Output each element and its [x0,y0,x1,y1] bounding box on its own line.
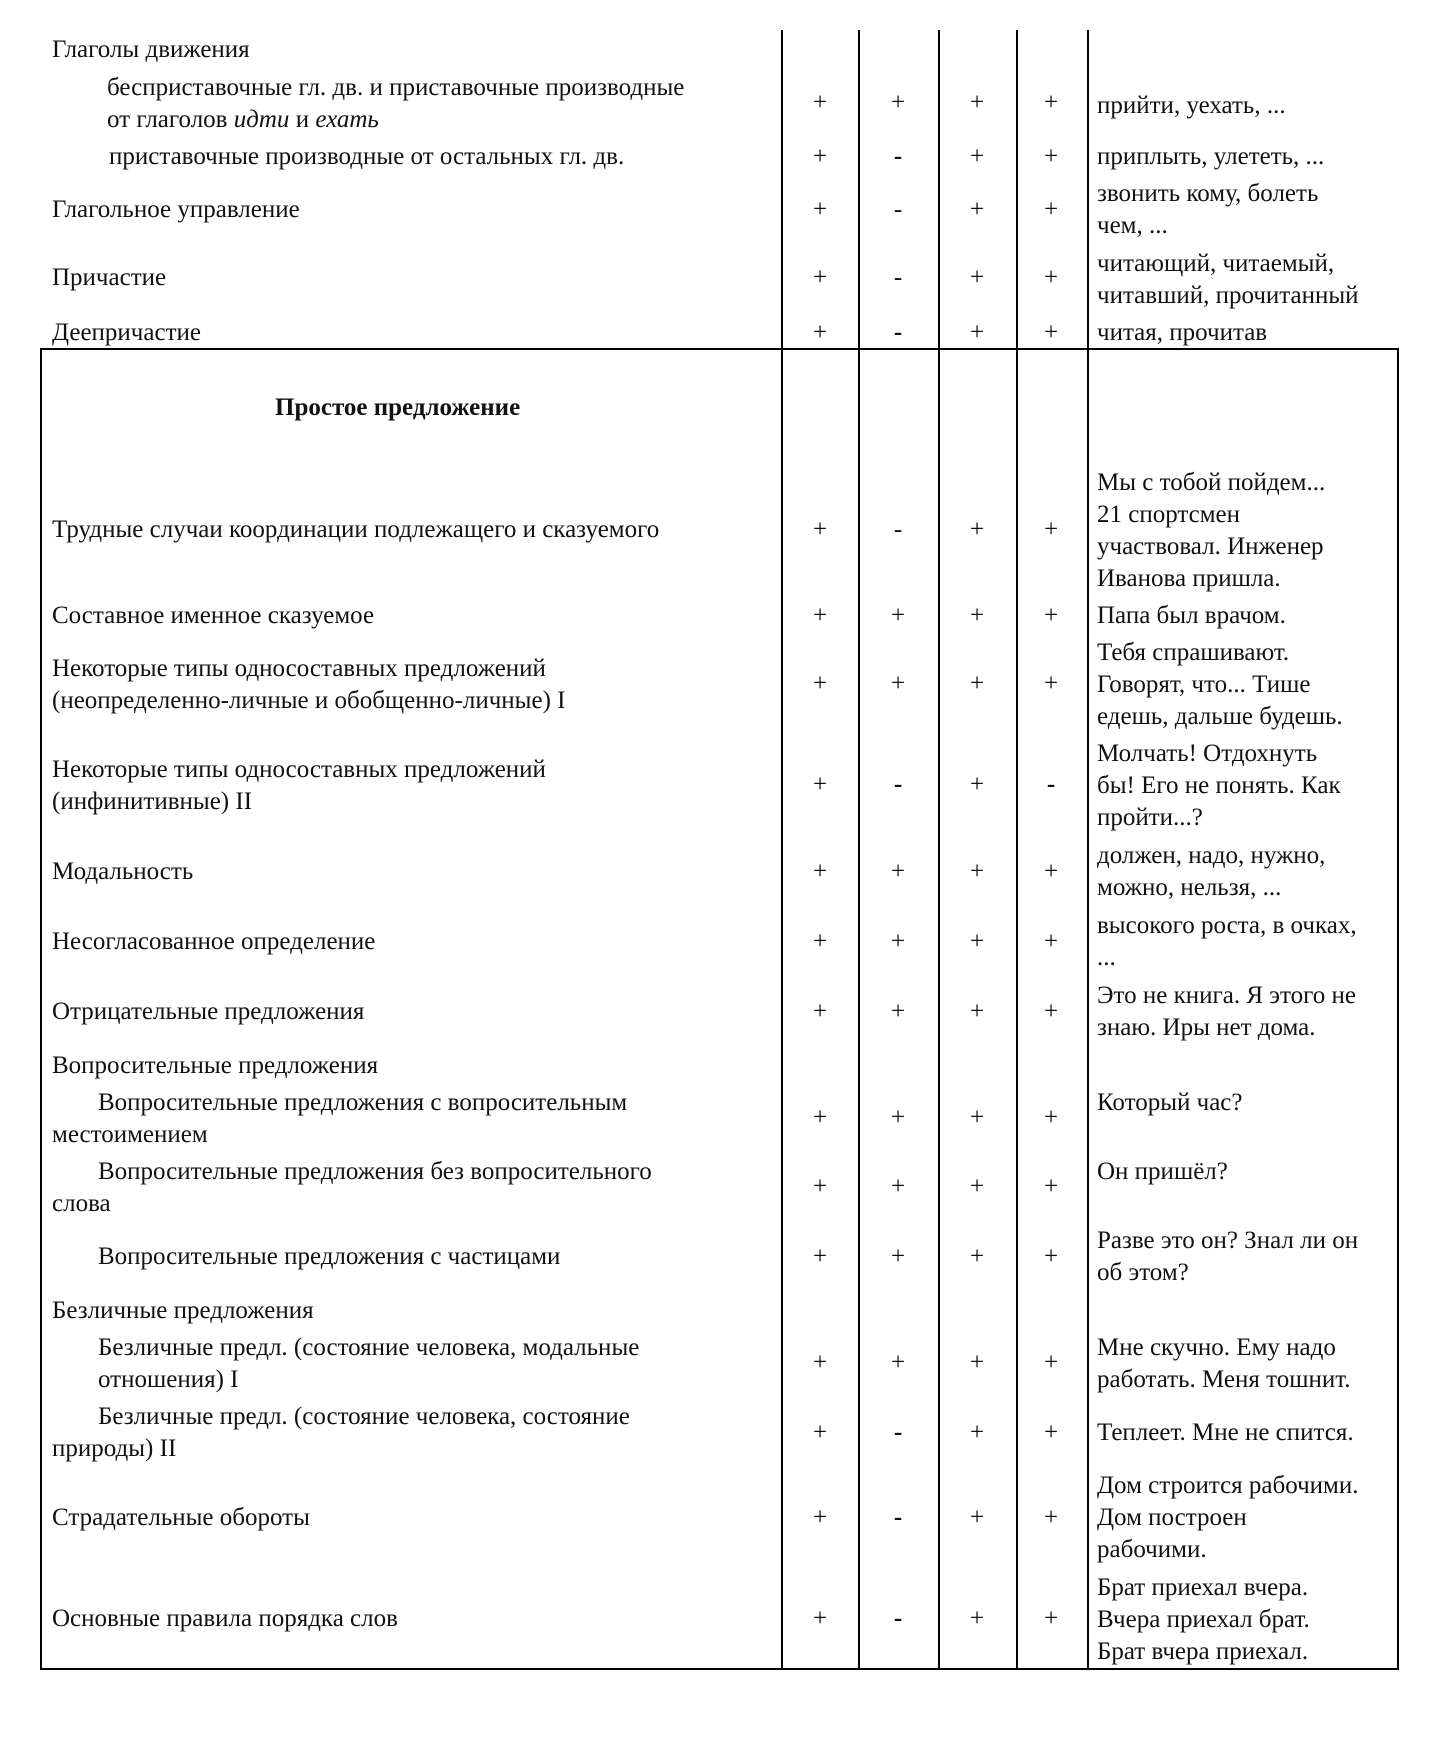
row-label: Вопросительные предложения с вопросительным [98,1089,628,1116]
mark-col-3: + [969,771,985,798]
example-text: знаю. Иры нет дома. [1097,1014,1316,1041]
mark-col-4: + [1043,516,1059,543]
mark-col-4: + [1043,196,1059,223]
mark-col-2: + [890,670,906,697]
example-text: Тебя спрашивают. [1097,639,1290,666]
mark-col-1: + [812,1104,828,1131]
example-text: Мне скучно. Ему надо [1097,1334,1336,1361]
column-divider-1 [781,30,783,1670]
mark-col-1: + [812,928,828,955]
mark-col-4: + [1043,1349,1059,1376]
mark-col-1: + [812,143,828,170]
example-text: читавший, прочитанный [1097,282,1359,309]
example-text: Брат вчера приехал. [1097,1638,1309,1665]
mark-col-1: + [812,89,828,116]
example-text: рабочими. [1097,1536,1207,1563]
table-border-bottom [40,1668,1399,1670]
mark-col-4: + [1043,602,1059,629]
mark-col-1: + [812,858,828,885]
row-label: Глаголы движения [52,36,250,63]
mark-col-1: + [812,998,828,1025]
column-divider-2 [858,30,860,1670]
mark-col-1: + [812,1419,828,1446]
row-label: слова [52,1190,111,1217]
example-text: Вчера приехал брат. [1097,1606,1310,1633]
example-text: бы! Его не понять. Как [1097,772,1341,799]
example-text: работать. Меня тошнит. [1097,1366,1351,1393]
example-text: должен, надо, нужно, [1097,842,1326,869]
row-label: Некоторые типы односоставных предложений [52,655,546,682]
mark-col-3: + [969,1349,985,1376]
column-divider-4 [1016,30,1018,1670]
mark-col-1: + [812,1243,828,1270]
mark-col-2: + [890,928,906,955]
section-separator [40,348,1399,350]
mark-col-4: + [1043,928,1059,955]
mark-col-4: + [1043,1504,1059,1531]
mark-col-2: - [893,1605,903,1632]
mark-col-1: + [812,670,828,697]
row-label: Безличные предл. (состояние человека, модальные [98,1334,640,1361]
mark-col-1: + [812,516,828,543]
row-label: Некоторые типы односоставных предложений [52,756,546,783]
mark-col-3: + [969,1504,985,1531]
mark-col-2: - [893,1504,903,1531]
row-label: Страдательные обороты [52,1504,310,1531]
mark-col-4: + [1043,858,1059,885]
example-text: Дом построен [1097,1504,1247,1531]
mark-col-1: + [812,1504,828,1531]
mark-col-3: + [969,196,985,223]
example-text: Мы с тобой пойдем... [1097,469,1326,496]
row-label: Несогласованное определение [52,928,376,955]
row-label: Основные правила порядка слов [52,1605,398,1632]
example-text: Иванова пришла. [1097,565,1281,592]
mark-col-2: + [890,602,906,629]
example-text: Теплеет. Мне не спится. [1097,1419,1354,1446]
mark-col-3: + [969,1173,985,1200]
mark-col-3: + [969,670,985,697]
example-text: Он пришёл? [1097,1158,1228,1185]
mark-col-2: + [890,1173,906,1200]
mark-col-2: + [890,1349,906,1376]
table-border-right [1397,348,1399,1670]
mark-col-4: + [1043,670,1059,697]
example-text: Говорят, что... Тише [1097,671,1311,698]
row-label: Вопросительные предложения с частицами [98,1243,561,1270]
row-label: (неопределенно-личные и обобщенно-личные) I [52,687,566,714]
example-text: звонить кому, болеть [1097,180,1319,207]
mark-col-2: - [893,143,903,170]
mark-col-3: + [969,602,985,629]
row-label-line-2: от глаголов идти и ехать [107,106,379,133]
mark-col-2: - [893,264,903,291]
example-text: Папа был врачом. [1097,602,1286,629]
mark-col-1: + [812,264,828,291]
row-label: Деепричастие [52,319,201,346]
mark-col-4: + [1043,143,1059,170]
mark-col-3: + [969,928,985,955]
mark-col-3: + [969,319,985,346]
mark-col-3: + [969,1605,985,1632]
mark-col-1: + [812,319,828,346]
mark-col-1: + [812,1173,828,1200]
mark-col-2: - [893,1419,903,1446]
row-label: природы) II [52,1435,177,1462]
mark-col-3: + [969,264,985,291]
row-label: Модальность [52,858,194,885]
mark-col-1: + [812,1605,828,1632]
row-label: Трудные случаи координации подлежащего и сказуемого [52,516,660,543]
mark-col-4: + [1043,319,1059,346]
example-text: едешь, дальше будешь. [1097,703,1343,730]
mark-col-2: - [893,516,903,543]
mark-col-3: + [969,1243,985,1270]
mark-col-2: + [890,1104,906,1131]
mark-col-4: + [1043,264,1059,291]
column-divider-3 [938,30,940,1670]
row-label: Безличные предл. (состояние человека, состояние [98,1403,630,1430]
example-text: можно, нельзя, ... [1097,874,1282,901]
example-text: высокого роста, в очках, [1097,912,1357,939]
mark-col-4: + [1043,1605,1059,1632]
column-divider-5 [1087,30,1089,1670]
example-text: ... [1097,944,1116,971]
example-text: Это не книга. Я этого не [1097,982,1356,1009]
mark-col-4: + [1043,1243,1059,1270]
mark-col-3: + [969,1104,985,1131]
row-label: (инфинитивные) II [52,788,253,815]
mark-col-4: + [1043,998,1059,1025]
example-text: читающий, читаемый, [1097,250,1335,277]
example-text: Разве это он? Знал ли он [1097,1227,1359,1254]
example-text: об этом? [1097,1259,1189,1286]
mark-col-4: + [1043,89,1059,116]
mark-col-1: + [812,1349,828,1376]
mark-col-4: + [1043,1419,1059,1446]
example-text: читая, прочитав [1097,319,1268,346]
row-label: Причастие [52,264,167,291]
row-label: отношения) I [98,1366,239,1393]
row-label: Глагольное управление [52,196,300,223]
mark-col-1: + [812,771,828,798]
table-border-left [40,348,42,1670]
row-label: Вопросительные предложения [52,1052,379,1079]
mark-col-4: - [1046,771,1056,798]
mark-col-4: + [1043,1104,1059,1131]
example-text: Дом строится рабочими. [1097,1472,1359,1499]
mark-col-3: + [969,1419,985,1446]
example-text: прийти, уехать, ... [1097,92,1286,119]
row-label: местоимением [52,1121,208,1148]
row-label: Безличные предложения [52,1297,314,1324]
mark-col-2: - [893,771,903,798]
row-label: Вопросительные предложения без вопросительного [98,1158,652,1185]
example-text: участвовал. Инженер [1097,533,1324,560]
mark-col-3: + [969,89,985,116]
mark-col-3: + [969,516,985,543]
mark-col-3: + [969,998,985,1025]
mark-col-2: + [890,998,906,1025]
row-label: Отрицательные предложения [52,998,365,1025]
mark-col-2: - [893,319,903,346]
mark-col-3: + [969,858,985,885]
mark-col-2: + [890,89,906,116]
example-text: пройти...? [1097,804,1203,831]
mark-col-2: + [890,1243,906,1270]
mark-col-2: - [893,196,903,223]
example-text: чем, ... [1097,212,1168,239]
example-text: 21 спортсмен [1097,501,1241,528]
mark-col-3: + [969,143,985,170]
example-text: Молчать! Отдохнуть [1097,740,1318,767]
mark-col-4: + [1043,1173,1059,1200]
example-text: Брат приехал вчера. [1097,1574,1309,1601]
example-text: Который час? [1097,1089,1243,1116]
row-label: приставочные производные от остальных гл. дв. [109,143,625,170]
mark-col-1: + [812,602,828,629]
mark-col-1: + [812,196,828,223]
example-text: приплыть, улететь, ... [1097,143,1325,170]
mark-col-2: + [890,858,906,885]
section-heading: Простое предложение [275,394,521,421]
row-label: бесприставочные гл. дв. и приставочные производные [107,74,685,101]
row-label: Составное именное сказуемое [52,602,375,629]
